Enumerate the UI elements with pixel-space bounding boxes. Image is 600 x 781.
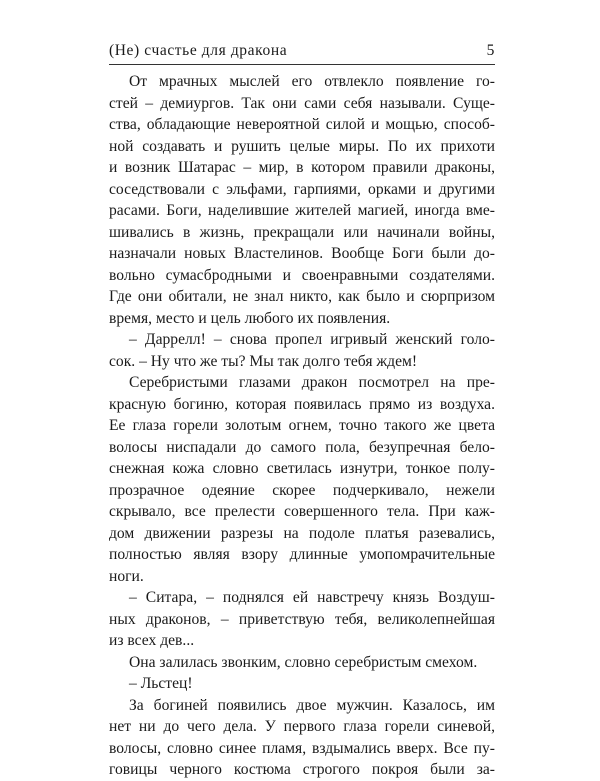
text-line: волосы ниспадали до самого пола, безупречная бело- bbox=[109, 438, 495, 456]
text-line: полностью являя взору длинные умопомрачительные bbox=[109, 546, 495, 563]
paragraph bbox=[109, 652, 495, 674]
text-line: нет ни до чего дела. У первого глаза горели синевой, bbox=[109, 718, 495, 735]
text-line: из всех дев... bbox=[109, 632, 195, 649]
paragraph bbox=[109, 372, 495, 587]
text-line: сок. – Ну что же ты? Мы так долго тебя ждем! bbox=[109, 352, 418, 370]
text-line: ной создавать и рушить целые миры. По их прихоти bbox=[109, 137, 495, 155]
text-line: – Льстец! bbox=[129, 675, 193, 692]
page-number: 5 bbox=[486, 42, 495, 59]
paragraph bbox=[109, 695, 495, 781]
text-line: назначали новых Властелинов. Вообще Боги были до- bbox=[109, 245, 495, 262]
paragraph bbox=[109, 587, 495, 652]
text-line: Серебристыми глазами дракон посмотрел на пре- bbox=[129, 374, 495, 391]
text-line: снежная кожа словно светилась изнутри, тонкое полу- bbox=[109, 460, 495, 477]
text-line: Ее глаза горели золотым огнем, точно такого же цвета bbox=[109, 417, 495, 434]
text-line: ных драконов, – приветствую тебя, великолепнейшая bbox=[109, 610, 495, 628]
text-line: За богиней появились двое мужчин. Казалось, им bbox=[129, 696, 495, 714]
text-line: стей – демиургов. Так они сами себя называли. Суще- bbox=[109, 94, 495, 112]
paragraph bbox=[109, 329, 495, 372]
page-body-text bbox=[109, 71, 495, 781]
text-line: ноги. bbox=[109, 567, 144, 585]
text-line: – Даррелл! – снова пропел игривый женский голо- bbox=[129, 331, 495, 348]
text-line: и возник Шатарас – мир, в котором правили драконы, bbox=[109, 159, 495, 176]
book-title: (Не) счастье для дракона bbox=[109, 42, 288, 59]
header-rule bbox=[109, 64, 495, 65]
text-line: – Ситара, – поднялся ей навстречу князь Воздуш- bbox=[129, 589, 495, 606]
text-line: вольно сумасбродными и своенравными создателями. bbox=[109, 266, 495, 284]
text-line: время, место и цель любого их появления. bbox=[109, 309, 391, 327]
text-line: дом движении разрезы на подоле платья разевались, bbox=[109, 524, 495, 542]
text-line: Где они обитали, не знал никто, как было и сюрпризом bbox=[109, 288, 495, 305]
text-line: расами. Боги, наделившие жителей магией, иногда вме- bbox=[109, 202, 495, 219]
book-page bbox=[109, 0, 495, 778]
paragraph bbox=[109, 71, 495, 329]
paragraph bbox=[109, 673, 495, 695]
text-line: говицы черного костюма строгого покроя были за- bbox=[109, 761, 495, 778]
text-line: ства, обладающие невероятной силой и мощью, способ- bbox=[109, 116, 495, 133]
text-line: скрывало, все прелести совершенного тела. При каж- bbox=[109, 503, 495, 520]
text-line: волосы, словно синее пламя, вздымались вверх. Все пу- bbox=[109, 739, 495, 757]
text-line: Она залилась звонким, словно серебристым смехом. bbox=[129, 653, 478, 671]
text-line: соседствовали с эльфами, гарпиями, орками и другими bbox=[109, 180, 495, 198]
text-line: красную богиню, которая появилась прямо из воздуха. bbox=[109, 395, 495, 413]
text-line: прозрачное одеяние скорее подчеркивало, нежели bbox=[109, 481, 495, 499]
text-line: От мрачных мыслей его отвлекло появление го- bbox=[129, 73, 495, 90]
running-header bbox=[109, 42, 495, 62]
text-line: шивались в жизнь, прекращали или начинали войны, bbox=[109, 223, 495, 241]
